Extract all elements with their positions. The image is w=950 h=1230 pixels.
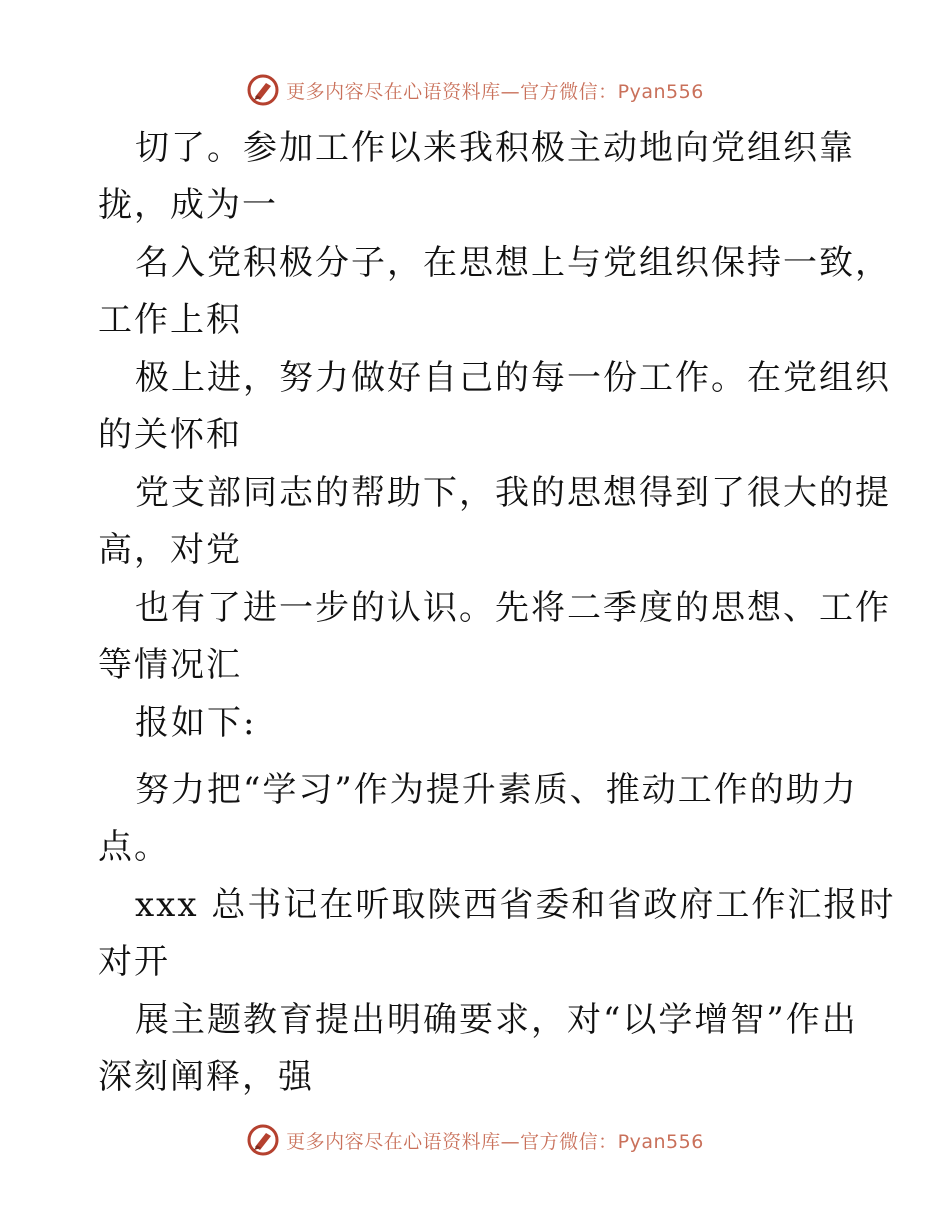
footer-watermark-text: 更多内容尽在心语资料库—官方微信：Pyan556 <box>286 1130 704 1153</box>
text-line: 深刻阐释，强 <box>98 1057 314 1097</box>
header-watermark-text: 更多内容尽在心语资料库—官方微信：Pyan556 <box>286 80 704 103</box>
text-line: 拢，成为一 <box>98 185 278 225</box>
text-line: 高，对党 <box>98 530 242 570</box>
text-line: 努力把“学习”作为提升素质、推动工作的助力 <box>135 770 858 810</box>
text-line: 也有了进一步的认识。先将二季度的思想、工作 <box>135 588 891 628</box>
text-line: 党支部同志的帮助下，我的思想得到了很大的提 <box>135 473 891 513</box>
text-line: 报如下: <box>135 703 257 743</box>
text-line: 对开 <box>98 942 170 982</box>
logo-icon <box>246 73 280 107</box>
text-line: 的关怀和 <box>98 415 242 455</box>
footer-watermark <box>0 1120 950 1160</box>
text-line: 展主题教育提出明确要求，对“以学增智”作出 <box>135 1000 858 1040</box>
text-line: xxx 总书记在听取陕西省委和省政府工作汇报时 <box>135 885 896 925</box>
header-watermark <box>0 70 950 110</box>
text-line: 点。 <box>98 827 170 867</box>
logo-icon <box>246 1123 280 1157</box>
text-line: 切了。参加工作以来我积极主动地向党组织靠 <box>135 128 855 168</box>
text-line: 等情况汇 <box>98 645 242 685</box>
text-line: 极上进，努力做好自己的每一份工作。在党组织 <box>135 358 891 398</box>
text-line: 工作上积 <box>98 300 242 340</box>
text-line: 名入党积极分子，在思想上与党组织保持一致， <box>135 243 891 283</box>
